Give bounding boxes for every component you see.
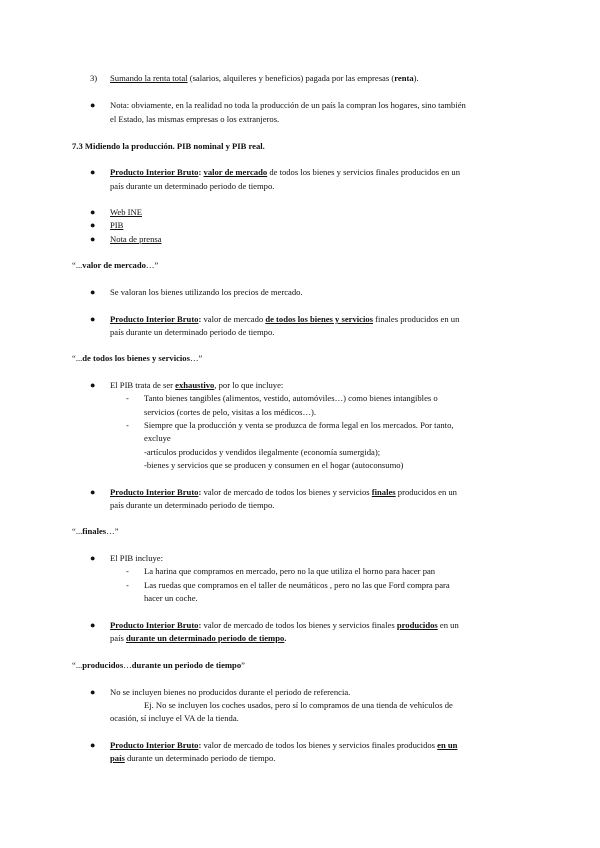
definition-1-line-2: país durante un determinado periodo de tiempo. <box>110 181 275 191</box>
nota-line-1: Nota: obviamente, en la realidad no toda la producción de un país la compran los hogares, sino también <box>110 100 466 110</box>
bullet: ● <box>90 167 96 177</box>
finales-intro: El PIB incluye: <box>110 553 163 563</box>
exh-item-2d: -bienes y servicios que se producen y consumen en el hogar (autoconsumo) <box>144 460 404 470</box>
subheading-valor: “...valor de mercado…” <box>72 260 159 270</box>
bullet: ● <box>90 620 96 630</box>
definition-5-line-2: país durante un determinado periodo de tiempo. <box>110 753 276 763</box>
bullet: ● <box>90 220 96 230</box>
definition-3-line-1: Producto Interior Bruto: valor de mercado de todos los bienes y servicios finales producidos en un <box>110 487 457 497</box>
dash: - <box>126 393 129 403</box>
fin-item-1: La harina que compramos en mercado, pero no la que utiliza el horno para hacer pan <box>144 566 436 576</box>
sumando-link[interactable]: Sumando la renta total <box>110 73 188 83</box>
valor-bullet: Se valoran los bienes utilizando los precios de mercado. <box>110 287 303 297</box>
definition-1-line-1: Producto Interior Bruto: valor de mercado de todos los bienes y servicios finales producidos en un <box>110 167 461 177</box>
fin-item-2b: hacer un coche. <box>144 593 198 603</box>
ejemplo-line-2: ocasión, sí incluye el VA de la tienda. <box>110 713 239 723</box>
dash: - <box>126 580 129 590</box>
bullet: ● <box>90 287 96 297</box>
exh-item-1a: Tanto bienes tangibles (alimentos, vestido, automóviles…) como bienes intangibles o <box>144 393 438 403</box>
exh-item-2c: -artículos producidos y vendidos ilegalmente (economía sumergida); <box>144 447 381 457</box>
ejemplo-line-1: Ej. No se incluyen los coches usados, pero sí lo compramos de una tienda de vehículos de <box>144 700 453 710</box>
dash: - <box>126 420 129 430</box>
bullet: ● <box>90 314 96 324</box>
fin-item-2a: Las ruedas que compramos en el taller de neumáticos , pero no las que Ford compra para <box>144 580 450 590</box>
dash: - <box>126 566 129 576</box>
exh-item-2a: Siempre que la producción y venta se produzca de forma legal en los mercados. Por tanto, <box>144 420 454 430</box>
exh-item-2b: excluye <box>144 433 171 443</box>
nota-line-2: el Estado, las mismas empresas o los extranjeros. <box>110 114 280 124</box>
bullet: ● <box>90 380 96 390</box>
producidos-bullet: No se incluyen bienes no producidos durante el periodo de referencia. <box>110 687 351 697</box>
bullet: ● <box>90 740 96 750</box>
definition-3-line-2: país durante un determinado periodo de tiempo. <box>110 500 275 510</box>
section-title: 7.3 Midiendo la producción. PIB nominal y PIB real. <box>72 141 265 151</box>
bullet: ● <box>90 487 96 497</box>
nota-prensa-link[interactable]: Nota de prensa <box>110 234 162 244</box>
exhaustivo-line: El PIB trata de ser exhaustivo, por lo que incluye: <box>110 380 284 390</box>
pib-link[interactable]: PIB <box>110 220 124 230</box>
bullet: ● <box>90 553 96 563</box>
list-number: 3) <box>90 73 98 83</box>
subheading-finales: “...finales…” <box>72 526 119 536</box>
definition-4-line-1: Producto Interior Bruto: valor de mercado de todos los bienes y servicios finales producidos en un <box>110 620 459 630</box>
definition-2-line-2: país durante un determinado periodo de tiempo. <box>110 327 275 337</box>
item3-line: Sumando la renta total (salarios, alquileres y beneficios) pagada por las empresas (renta). <box>110 73 419 83</box>
subheading-todos: “...de todos los bienes y servicios…” <box>72 353 203 363</box>
definition-2-line-1: Producto Interior Bruto: valor de mercado de todos los bienes y servicios finales producidos en un <box>110 314 460 324</box>
bullet: ● <box>90 100 96 110</box>
bullet: ● <box>90 207 96 217</box>
subheading-producidos: “...producidos…durante un periodo de tiempo” <box>72 660 245 670</box>
definition-4-line-2: país durante un determinado periodo de tiempo. <box>110 633 287 643</box>
bullet: ● <box>90 687 96 697</box>
web-ine-link[interactable]: Web INE <box>110 207 142 217</box>
bullet: ● <box>90 234 96 244</box>
definition-5-line-1: Producto Interior Bruto: valor de mercado de todos los bienes y servicios finales producidos en un <box>110 740 458 750</box>
exh-item-1b: servicios (cortes de pelo, visitas a los médicos…). <box>144 407 317 417</box>
